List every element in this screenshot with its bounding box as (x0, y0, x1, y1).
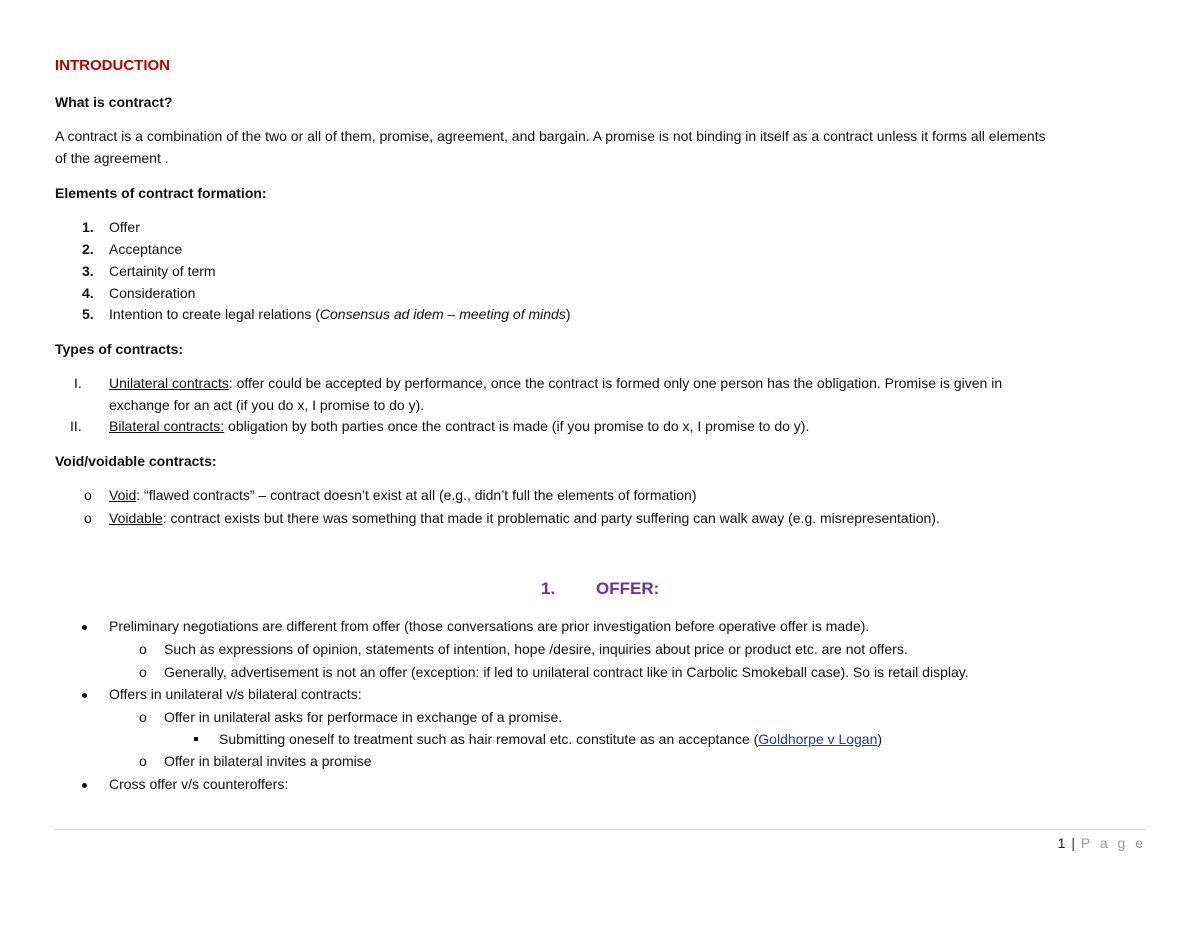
list-number: 3. (82, 263, 94, 279)
offer-line-text: Submitting oneself to treatment such as hair removal etc. constitute as an acceptance ( (219, 731, 759, 747)
intro-heading: INTRODUCTION (55, 57, 170, 74)
latin-phrase: Consensus ad idem – meeting of minds (319, 306, 566, 322)
list-text: Acceptance (109, 241, 183, 257)
roman-numeral: II. (70, 418, 82, 434)
list-item-continued: exchange for an act (if you do x, I promise to do y). (109, 397, 425, 413)
list-text-end: ) (565, 306, 571, 322)
offer-line: Offer in bilateral invites a promise (164, 753, 372, 769)
list-number: 2. (82, 241, 94, 257)
circle-bullet-icon: o (139, 753, 147, 769)
bullet-icon (82, 783, 87, 788)
offer-line: Offer in unilateral asks for performace in exchange of a promise. (164, 709, 563, 725)
page-footer (1058, 835, 1146, 851)
term-voidable: Voidable (109, 510, 163, 526)
offer-line: Preliminary negotiations are different from offer (those conversations are prior investigation before operative offer is made). (109, 618, 870, 634)
case-link[interactable]: Goldhorpe v Logan (758, 731, 878, 747)
elements-heading: Elements of contract formation: (55, 185, 267, 201)
offer-line: Cross offer v/s counteroffers: (109, 776, 289, 792)
what-is-contract-heading: What is contract? (55, 94, 173, 110)
offer-line-text-end: ) (877, 731, 883, 747)
list-number: 5. (82, 306, 94, 322)
term-bilateral: Bilateral contracts: (109, 418, 225, 434)
intro-paragraph-line-2: of the agreement . (55, 150, 169, 166)
term-unilateral: Unilateral contracts (109, 375, 229, 391)
offer-line: Such as expressions of opinion, statements of intention, hope /desire, inquiries about price or product etc. are not offers. (164, 641, 908, 657)
list-text: Intention to create legal relations ( (109, 306, 320, 322)
list-item (82, 263, 216, 279)
list-item (82, 219, 140, 235)
page-number: 1 (1057, 835, 1066, 851)
list-text: Consideration (109, 285, 196, 301)
term-definition: : contract exists but there was something that made it problematic and party suffering can walk away (e.g. misrepresentation). (162, 510, 940, 526)
intro-paragraph-line-1: A contract is a combination of the two or all of them, promise, agreement, and bargain. A promise is not binding in itself as a contract unless it forms all elements (55, 128, 1046, 144)
offer-line (219, 731, 882, 747)
roman-numeral: I. (74, 375, 82, 391)
offer-line: Generally, advertisement is not an offer (exception: if led to unilateral contract like in Carbolic Smokeball case). So is retail display. (164, 664, 969, 680)
term-void: Void (109, 487, 137, 503)
circle-bullet-icon: o (139, 709, 147, 725)
circle-bullet-icon: o (84, 510, 92, 526)
list-item (109, 375, 1002, 391)
list-item (109, 418, 809, 434)
list-item (109, 510, 940, 526)
list-number: 4. (82, 285, 94, 301)
list-item (82, 306, 571, 322)
footer-divider (55, 829, 1145, 830)
list-number: 1. (82, 219, 94, 235)
page-label: P a g e (1080, 835, 1146, 851)
offer-section-heading: OFFER: (596, 579, 660, 598)
circle-bullet-icon: o (139, 641, 147, 657)
square-bullet-icon (194, 737, 198, 741)
list-item (109, 487, 697, 503)
types-heading: Types of contracts: (55, 341, 184, 357)
void-heading: Void/voidable contracts: (55, 453, 217, 469)
circle-bullet-icon: o (84, 487, 92, 503)
bullet-icon (82, 625, 87, 630)
term-definition: : “flawed contracts” – contract doesn’t exist at all (e.g., didn’t full the elements of formation) (136, 487, 697, 503)
circle-bullet-icon: o (139, 664, 147, 680)
list-item (82, 285, 195, 301)
list-text: Offer (109, 219, 140, 235)
offer-line: Offers in unilateral v/s bilateral contracts: (109, 686, 362, 702)
term-definition: : offer could be accepted by performance, once the contract is formed only one person has the obligation. Promise is given in (228, 375, 1003, 391)
list-text: Certainity of term (109, 263, 216, 279)
term-definition: obligation by both parties once the contract is made (if you promise to do x, I promise to do y). (224, 418, 810, 434)
offer-section-number: 1. (541, 579, 556, 598)
bullet-icon (82, 693, 87, 698)
list-item (82, 241, 182, 257)
footer-separator: | (1071, 835, 1075, 851)
